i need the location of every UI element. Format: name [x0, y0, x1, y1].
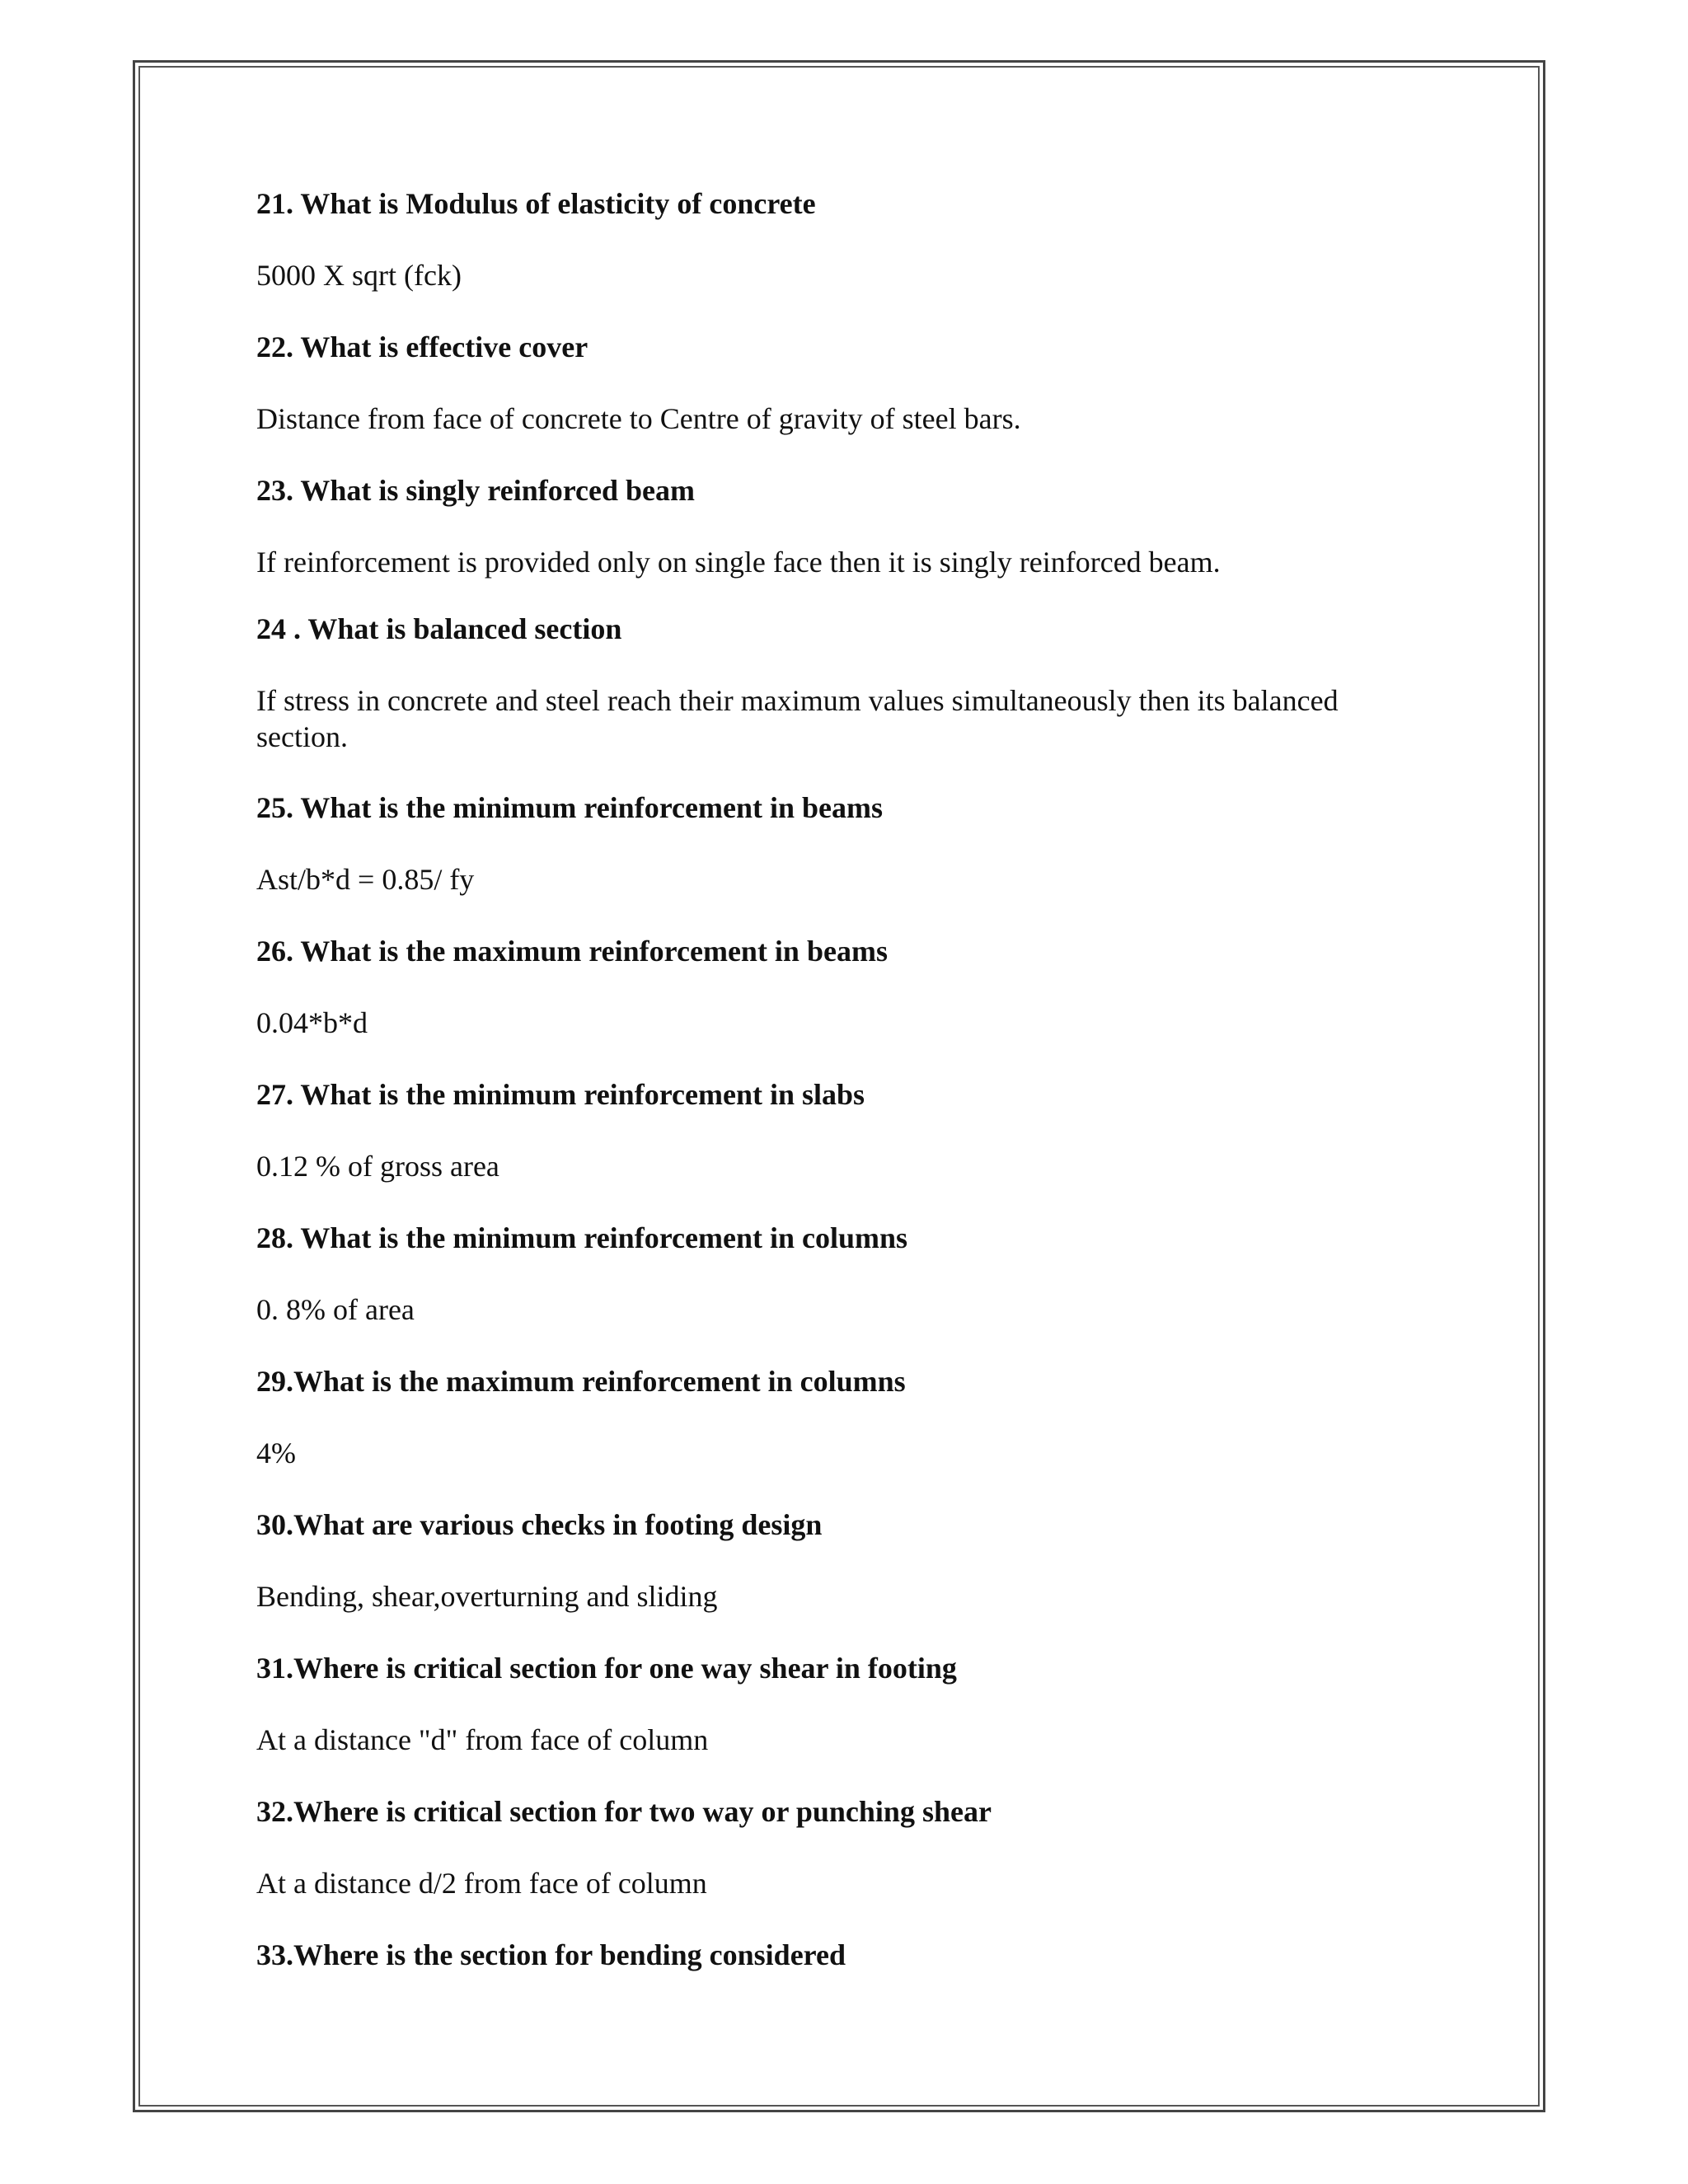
question-28: 28. What is the minimum reinforcement in columns [256, 1221, 907, 1254]
question-23: 23. What is singly reinforced beam [256, 474, 696, 507]
answer-21: 5000 X sqrt (fck) [256, 259, 462, 292]
question-30: 30.What are various checks in footing design [256, 1508, 823, 1541]
answer-22: Distance from face of concrete to Centre of gravity of steel bars. [256, 402, 1021, 435]
answer-27: 0.12 % of gross area [256, 1150, 499, 1183]
question-32: 32.Where is critical section for two way or punching shear [256, 1795, 992, 1828]
answer-30: Bending, shear,overturning and sliding [256, 1580, 718, 1613]
question-33: 33.Where is the section for bending considered [256, 1938, 846, 1971]
answer-26: 0.04*b*d [256, 1006, 368, 1039]
question-25: 25. What is the minimum reinforcement in beams [256, 791, 883, 824]
answer-32: At a distance d/2 from face of column [256, 1867, 707, 1900]
question-31: 31.Where is critical section for one way shear in footing [256, 1652, 957, 1685]
answer-28: 0. 8% of area [256, 1293, 415, 1326]
question-29: 29.What is the maximum reinforcement in columns [256, 1365, 906, 1398]
answer-23: If reinforcement is provided only on single face then it is singly reinforced beam. [256, 546, 1221, 579]
question-27: 27. What is the minimum reinforcement in slabs [256, 1078, 865, 1111]
answer-25: Ast/b*d = 0.85/ fy [256, 863, 475, 896]
answer-24: If stress in concrete and steel reach their maximum values simultaneously then its balanced section. [256, 684, 1339, 753]
answer-29: 4% [256, 1436, 296, 1469]
answer-31: At a distance "d" from face of column [256, 1723, 709, 1756]
question-24: 24 . What is balanced section [256, 612, 622, 645]
question-22: 22. What is effective cover [256, 330, 588, 363]
question-21: 21. What is Modulus of elasticity of concrete [256, 187, 816, 220]
question-26: 26. What is the maximum reinforcement in beams [256, 935, 888, 968]
